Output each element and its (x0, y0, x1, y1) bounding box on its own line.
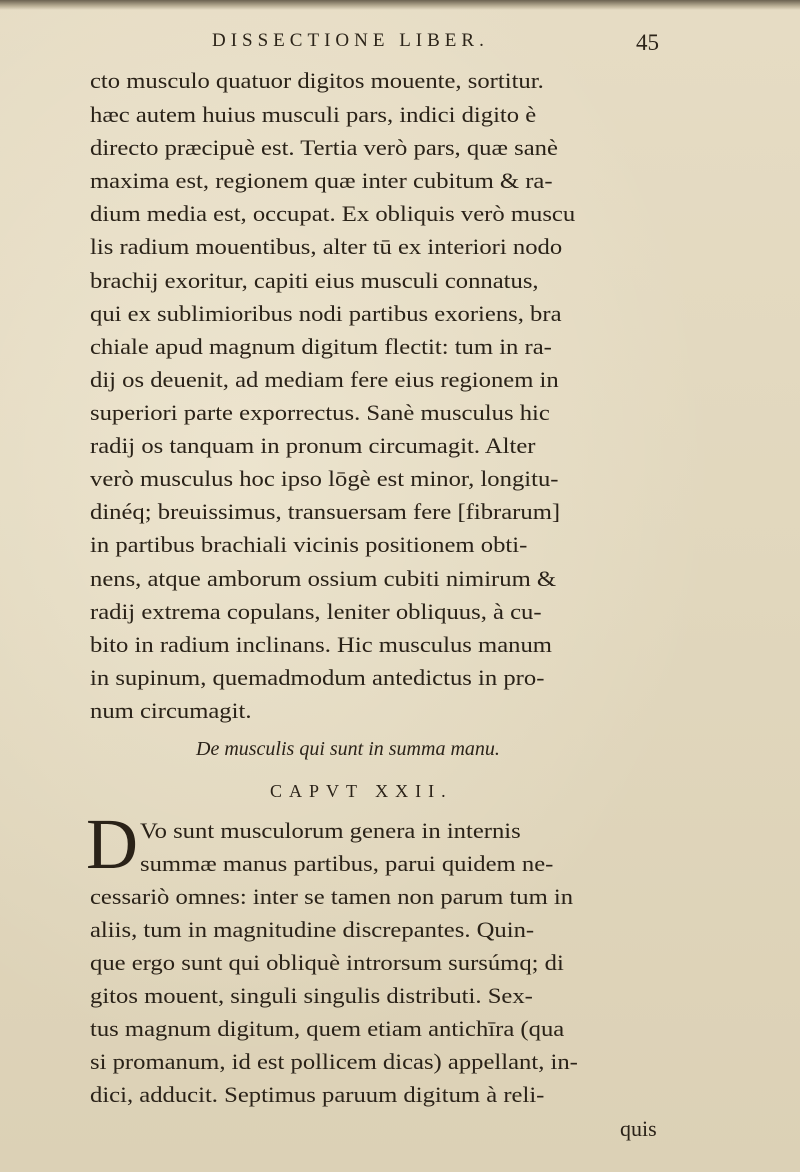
text-line: in supinum, quemadmodum antedictus in pro- (90, 665, 545, 690)
text-line: si promanum, id est pollicem dicas) appellant, in- (90, 1049, 578, 1074)
text-line: verò musculus hoc ipso lōgè est minor, longitu- (90, 466, 559, 491)
text-line: directo præcipuè est. Tertia verò pars, quæ sanè (90, 135, 558, 160)
text-line: lis radium mouentibus, alter tū ex interiori nodo (90, 234, 563, 259)
page-top-shadow (0, 0, 800, 10)
text-line: in partibus brachiali vicinis positionem obti- (90, 532, 528, 557)
text-line: qui ex sublimioribus nodi partibus exoriens, bra (90, 301, 562, 326)
text-line: dici, adducit. Septimus paruum digitum à reli- (90, 1082, 545, 1107)
text-line: hæc autem huius musculi pars, indici digito è (90, 102, 537, 127)
text-line: nens, atque amborum ossium cubiti nimirum & (90, 566, 557, 591)
catchword: quis (620, 1116, 657, 1141)
text-line: dinéq; breuissimus, transuersam fere [fibrarum] (90, 499, 561, 524)
running-head: DISSECTIONE LIBER. (212, 30, 489, 51)
text-line: aliis, tum in magnitudine discrepantes. Quin- (90, 917, 535, 942)
text-line: que ergo sunt qui obliquè introrsum sursúmq; di (90, 950, 564, 975)
text-line: num circumagit. (90, 698, 252, 723)
text-line: cessariò omnes: inter se tamen non parum tum in (90, 884, 574, 909)
text-line: chiale apud magnum digitum flectit: tum in ra- (90, 334, 552, 359)
drop-cap-initial: D (86, 804, 138, 884)
text-line: bito in radium inclinans. Hic musculus manum (90, 632, 552, 657)
text-line: dij os deuenit, ad mediam fere eius regionem in (90, 367, 559, 392)
text-line: gitos mouent, singuli singulis distributi. Sex- (90, 983, 533, 1008)
text-line: brachij exoritur, capiti eius musculi connatus, (90, 268, 539, 293)
page-number: 45 (636, 30, 659, 55)
text-line: superiori parte exporrectus. Sanè musculus hic (90, 400, 550, 425)
text-line: radij extrema copulans, leniter obliquus, à cu- (90, 599, 542, 624)
text-line: tus magnum digitum, quem etiam antichīra (qua (90, 1016, 565, 1041)
chapter-heading: CAPVT XXII. (270, 781, 453, 801)
section-title: De musculis qui sunt in summa manu. (196, 738, 500, 760)
text-line: radij os tanquam in pronum circumagit. Alter (90, 433, 536, 458)
text-line: maxima est, regionem quæ inter cubitum & ra- (90, 168, 553, 193)
text-line: dium media est, occupat. Ex obliquis verò muscu (90, 201, 576, 226)
text-line: cto musculo quatuor digitos mouente, sortitur. (90, 68, 544, 93)
text-line: summæ manus partibus, parui quidem ne- (140, 851, 554, 876)
text-line: Vo sunt musculorum genera in internis (140, 818, 521, 843)
